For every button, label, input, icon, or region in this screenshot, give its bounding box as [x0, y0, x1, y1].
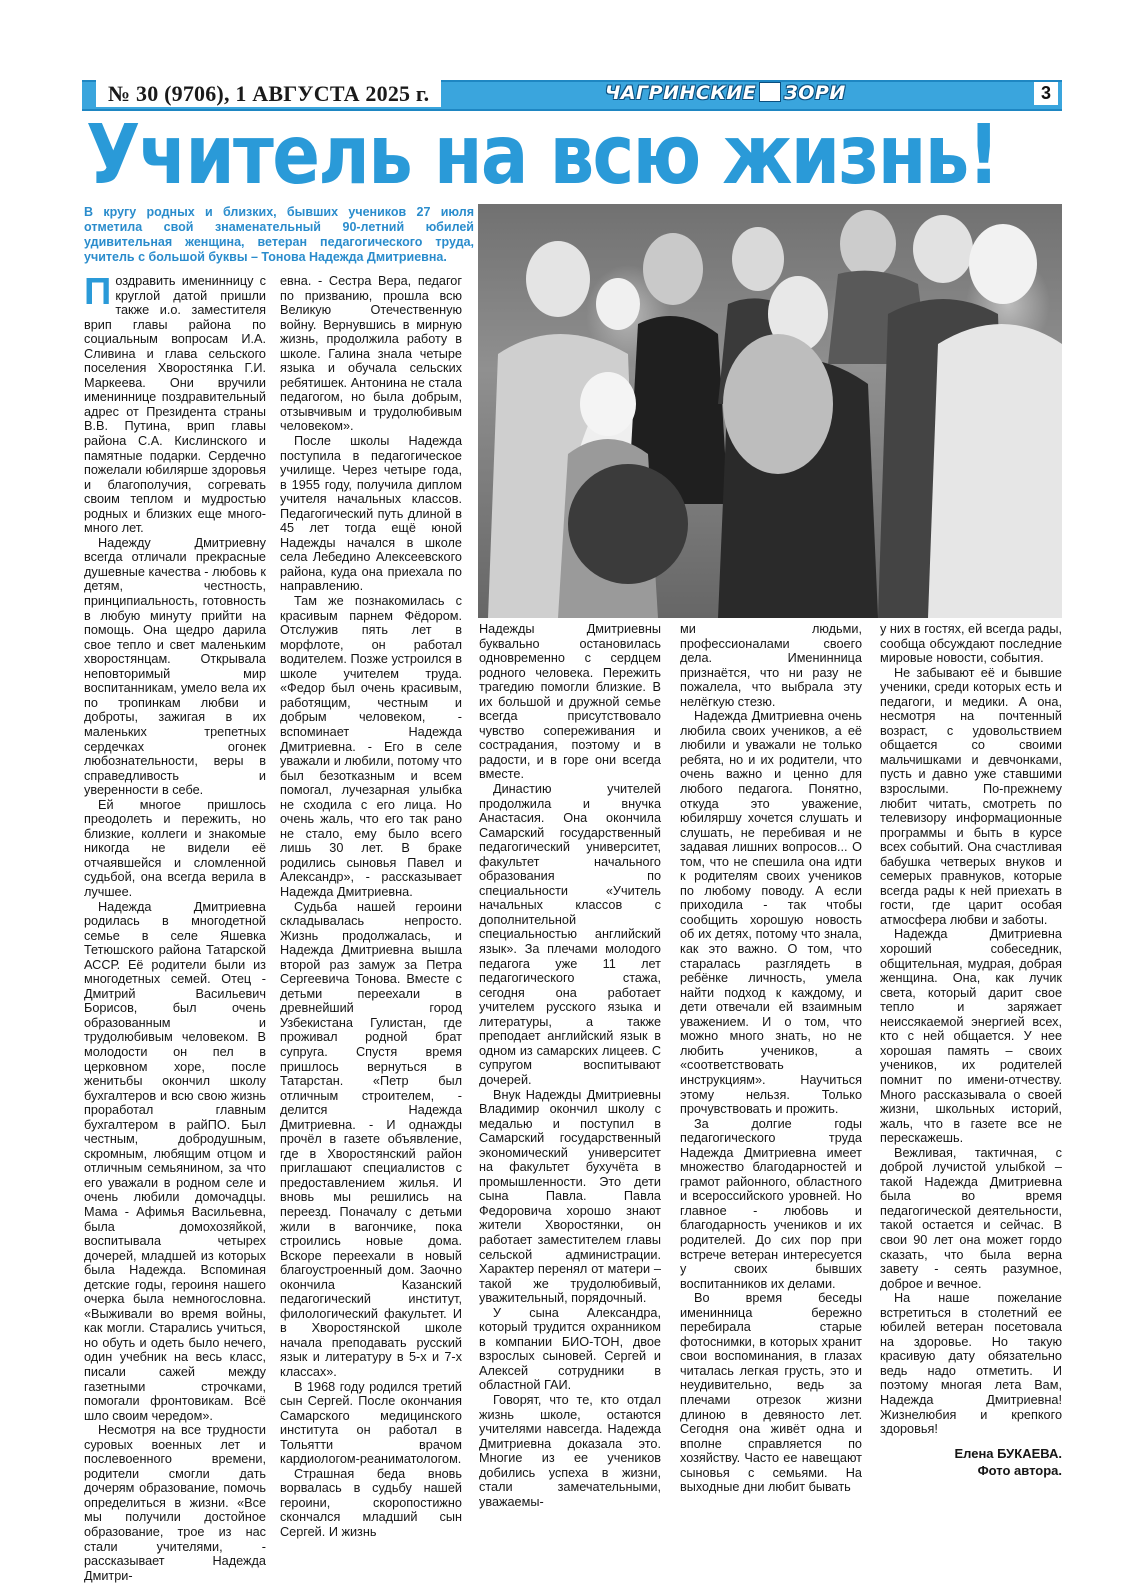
paragraph: Надежда Дмитриевна очень любила своих учеников, а её любили и уважали не только ребята, но и их родители, что очень важно и ценно для любого педагога. Понятно, откуда это уважение, юбиляршу хочется слушать и слушать, не перебивая и не задавая лишних вопросов... О том, что не спешила она идти к родителям своих учеников по любому поводу. А если приходила - так чтобы сообщить хорошую новость об их детях, потому что знала, как это важно. О том, что старалась разглядеть в ребёнке личность, умела найти подход к каждому, и дети отвечали ей взаимным уважением. И о том, что можно много знать, но не любить учеников, а «соответствовать инструкциям». Научиться этому нельзя. Только прочувствовать и прожить.: [680, 709, 862, 1117]
paragraph: Вежливая, тактичная, с доброй лучистой улыбкой – такой Надежда Дмитриевна была во время педагогической деятельности, такой остается и сейчас. В свои 90 лет она может гордо сказать, что была верна завету - сеять разумное, доброе и вечное.: [880, 1145, 1062, 1291]
page-number: 3: [1034, 82, 1058, 105]
lead-paragraph: В кругу родных и близких, бывших учеников 27 июля отметила свой знаменательный 90-летний юбилей удивительная женщина, ветеран педагогического труда, учитель с большой буквы – Тонова Надежда Дмитриевна.: [84, 205, 474, 264]
masthead-left: ЧАГРИНСКИЕ: [605, 82, 757, 104]
paragraph: Там же познакомилась с красивым парнем Фёдором. Отслужив пять лет в морфлоте, он работал водителем. Позже устроился в школе учителем труда. «Федор был очень красивым, работящим, честным и добрым человеком, - вспоминает Надежда Дмитриевна. - Его в селе уважали и любили, потому что был безотказным и всем помогал, лучезарная улыбка не сходила с его лица. Но очень жаль, что его так рано не стало, ему было всего лишь 30 лет. В браке родились сыновья Павел и Александр», - рассказывает Надежда Дмитриевна.: [280, 594, 462, 899]
column-1: [84, 271, 266, 1583]
paragraph: у них в гостях, ей всегда рады, сообща обсуждают последние мировые новости, события.: [880, 622, 1062, 666]
paragraph: Надежда Дмитриевна хороший собеседник, общительная, мудрая, добрая женщина. Она, как лучик света, который дарит свое тепло и заряжает неиссякаемой энергией всех, кто с ней общается. У нее хорошая память – своих учеников, их родителей помнит по имени-отчеству. Много рассказывала о своей жизни, школьных историй, жаль, что в газете все не перескажешь.: [880, 927, 1062, 1146]
dropcap: П: [84, 271, 112, 313]
paragraph: Внук Надежды Дмитриевны Владимир окончил школу с медалью и поступил в Самарский государственный экономический университет на факультет бухучёта в промышленности. Это дети сына Павла. Павла Федоровича хорошо знают жители Хворостянки, он работает заместителем главы сельской администрации. Характер перенял от матери – такой же трудолюбивый, уважительный, порядочный.: [479, 1087, 661, 1306]
paragraph: Судьба нашей героини складывалась непросто. Жизнь продолжалась, и Надежда Дмитриевна вышла второй раз замуж за Петра Сергеевича Тонова. Вместе с детьми переехали в древнейший город Узбекистана Гулистан, где проживал родной брат супруга. Спустя время пришлось вернуться в Татарстан. «Петр был отличным строителем, - делится Надежда Дмитриевна. - И однажды прочёл в газете объявление, где в Хворостянский район приглашают специалистов с предоставлением жилья. И вновь мы решились на переезд. Поначалу с детьми жили в вагончике, пока строились новые дома. Вскоре переехали в новый благоустроенный дом. Заочно окончила Казанский педагогический институт, филологический факультет. И в Хворостянской школе начала преподавать русский язык и литературу в 5-х и 7-х классах».: [280, 899, 462, 1380]
paragraph: Надежду Дмитриевну всегда отличали прекрасные душевные качества - любовь к детям, честность, принципиальность, готовность в любую минуту прийти на помощь. Она щедро дарила свое тепло и свет маленьким хворостянцам. Открывала неповторимый мир воспитанникам, умело вела их по тропинкам любви и доброты, зажигая в их маленьких трепетных сердечках огонек любознательности, веры в справедливость и уверенности в себе.: [84, 535, 266, 798]
paragraph: В 1968 году родился третий сын Сергей. После окончания Самарского медицинского института он работал в Тольятти врачом кардиологом-реаниматологом.: [280, 1379, 462, 1467]
paragraph: Надежда Дмитриевна родилась в многодетной семье в селе Яшевка Тетюшского района Татарской АССР. Её родители были из многодетных семей. Отец - Дмитрий Васильевич Борисов, был очень образованным и трудолюбивым человеком. В молодости он пел в церковном хоре, после женитьбы окончил школу бухгалтеров и всю свою жизнь проработал главным бухгалтером в райПО. Был честным, добродушным, скромным, любящим отцом и отличным семьянином, за что его уважали в родном селе и очень любили домочадцы. Мама - Афимья Васильевна, была домохозяйкой, воспитывала четырех дочерей, младшей из которых была Надежда. Вспоминая детские годы, героиня нашего очерка была немногословна. «Выживали во время войны, как могли. Старались учиться, но обуть и одеть было нечего, один учебник на весь класс, писали сажей между газетными строчками, помогали фронтовикам. Всё шло своим чередом».: [84, 899, 266, 1423]
paragraph: Династию учителей продолжила и внучка Анастасия. Она окончила Самарский государственный педагогический университет, факультет начального образования по специальности «Учитель начальных классов с дополнительной специальностью английский язык». За плечами молодого педагога уже 11 лет педагогического стажа, сегодня она работает учителем русского языка и литературы, а также преподает английский язык в одном из самарских лицеев. С супругом воспитывают дочерей.: [479, 782, 661, 1087]
photo-credit: Фото автора.: [977, 1462, 1062, 1478]
paragraph: Несмотря на все трудности суровых военных лет и послевоенного времени, родители смогли дать дочерям образование, помочь определиться в жизни. «Все мы получили достойное образование, трое из нас стали учителями, - рассказывает Надежда Дмитри-: [84, 1423, 266, 1583]
masthead-right: ЗОРИ: [784, 82, 846, 104]
column-3: [479, 622, 661, 1509]
column-5: [880, 622, 1062, 1479]
author-name: Елена БУКАЕВА.: [954, 1445, 1062, 1461]
masthead-logo: [605, 80, 846, 107]
paragraph: За долгие годы педагогического труда Надежда Дмитриевна имеет множество благодарностей и грамот районного, областного и всероссийского уровней. Но главное - любовь и благодарность учеников и их родителей. До сих пор при встрече ветеран интересуется у своих бывших воспитанников их делами.: [680, 1116, 862, 1291]
column-4: [680, 622, 862, 1495]
paragraph: [84, 271, 266, 536]
family-photo: [478, 204, 1062, 618]
paragraph-text: оздравить именинницу с круглой датой пришли также и.о. заместителя врип главы района по социальным вопросам И.А. Сливина и глава сельского поселения Хворостянка Г.И. Маркеева. Они вручили имениннице поздравительный адрес от Президента страны В.В. Путина, врип главы района С.А. Кислинского и памятные подарки. Сердечно пожелали юбилярше здоровья и благополучия, согревать своим теплом и мудростью родных и близких еще много-много лет.: [84, 274, 266, 536]
paragraph: Не забывают её и бывшие ученики, среди которых есть и педагоги, и медики. А она, несмотря на почтенный возраст, с удовольствием общается со своими мальчишками и девчонками, пусть и давно уже ставшими взрослыми. По-прежнему любит читать, смотреть по телевизору информационные программы и быть в курсе всех событий. Она счастливая бабушка четверых внуков и семерых правнуков, которые всегда рады к ней приехать в гости, где царит особая атмосфера любви и заботы.: [880, 665, 1062, 927]
paragraph: Во время беседы именинница бережно перебирала старые фотоснимки, в которых хранит свои воспоминания, в глазах читалась легкая грусть, это и неудивительно, ведь за плечами отрезок жизни длиною в девяносто лет. Сегодня она живёт одна и вполне справляется по хозяйству. Часто ее навещают сыновья с семьями. На выходные дни любит бывать: [680, 1291, 862, 1495]
paragraph: Говорят, что те, кто отдал жизнь школе, остаются учителями навсегда. Надежда Дмитриевна доказала это. Многие из ее учеников добились успеха в жизни, стали замечательными, уважаемы-: [479, 1392, 661, 1509]
paragraph: Страшная беда вновь ворвалась в судьбу нашей героини, скоропостижно скончался младший сын Сергей. И жизнь: [280, 1466, 462, 1540]
paragraph: У сына Александра, который трудится охранником в компании БИО-ТОН, двое взрослых сыновей. Сергей и Алексей сотрудники в областной ГАИ.: [479, 1305, 661, 1393]
photo-silhouettes: [478, 204, 1062, 618]
coat-of-arms-icon: [759, 82, 781, 102]
byline: [880, 1445, 1062, 1479]
paragraph: евна. - Сестра Вера, педагог по призванию, прошла всю Великую Отечественную войну. Вернувшись в мирную жизнь, продолжила работу в школе. Галина знала четыре языка и обучала сельских ребятишек. Антонина не стала педагогом, но была добрым, отзывчивым и трудолюбивым человеком».: [280, 274, 462, 434]
paragraph: Ей многое пришлось преодолеть и пережить, но близкие, коллеги и знакомые никогда не видели её отчаявшейся и сломленной судьбой, она всегда верила в лучшее.: [84, 797, 266, 899]
issue-number: № 30 (9706), 1 АВГУСТА 2025 г.: [96, 80, 441, 107]
paragraph: После школы Надежда поступила в педагогическое училище. Через четыре года, в 1955 году, получила диплом учителя начальных классов. Педагогический путь длиной в 45 лет тогда ещё юной Надежды начался в школе села Лебедино Алексеевского района, куда она приехала по направлению.: [280, 434, 462, 594]
paragraph: На наше пожелание встретиться в столетний ее юбилей ветеран посетовала на здоровье. Но такую красивую дату обязательно ведь надо отметить. И поэтому многая лета Вам, Надежда Дмитриевна! Жизнелюбия и крепкого здоровья!: [880, 1291, 1062, 1437]
paragraph: ми людьми, профессионалами своего дела. Именинница признаётся, что ни разу не пожалела, что выбрала эту нелёгкую стезю.: [680, 622, 862, 709]
column-2: [280, 274, 462, 1540]
paragraph: Надежды Дмитриевны буквально остановилась одновременно с сердцем родного человека. Пережить трагедию помогли близкие. В их большой и дружной семье всегда присутствовало чувство сопереживания и сострадания, поэтому и в радости, и в горе они всегда вместе.: [479, 622, 661, 782]
headline: Учитель на всю жизнь!: [86, 108, 999, 203]
